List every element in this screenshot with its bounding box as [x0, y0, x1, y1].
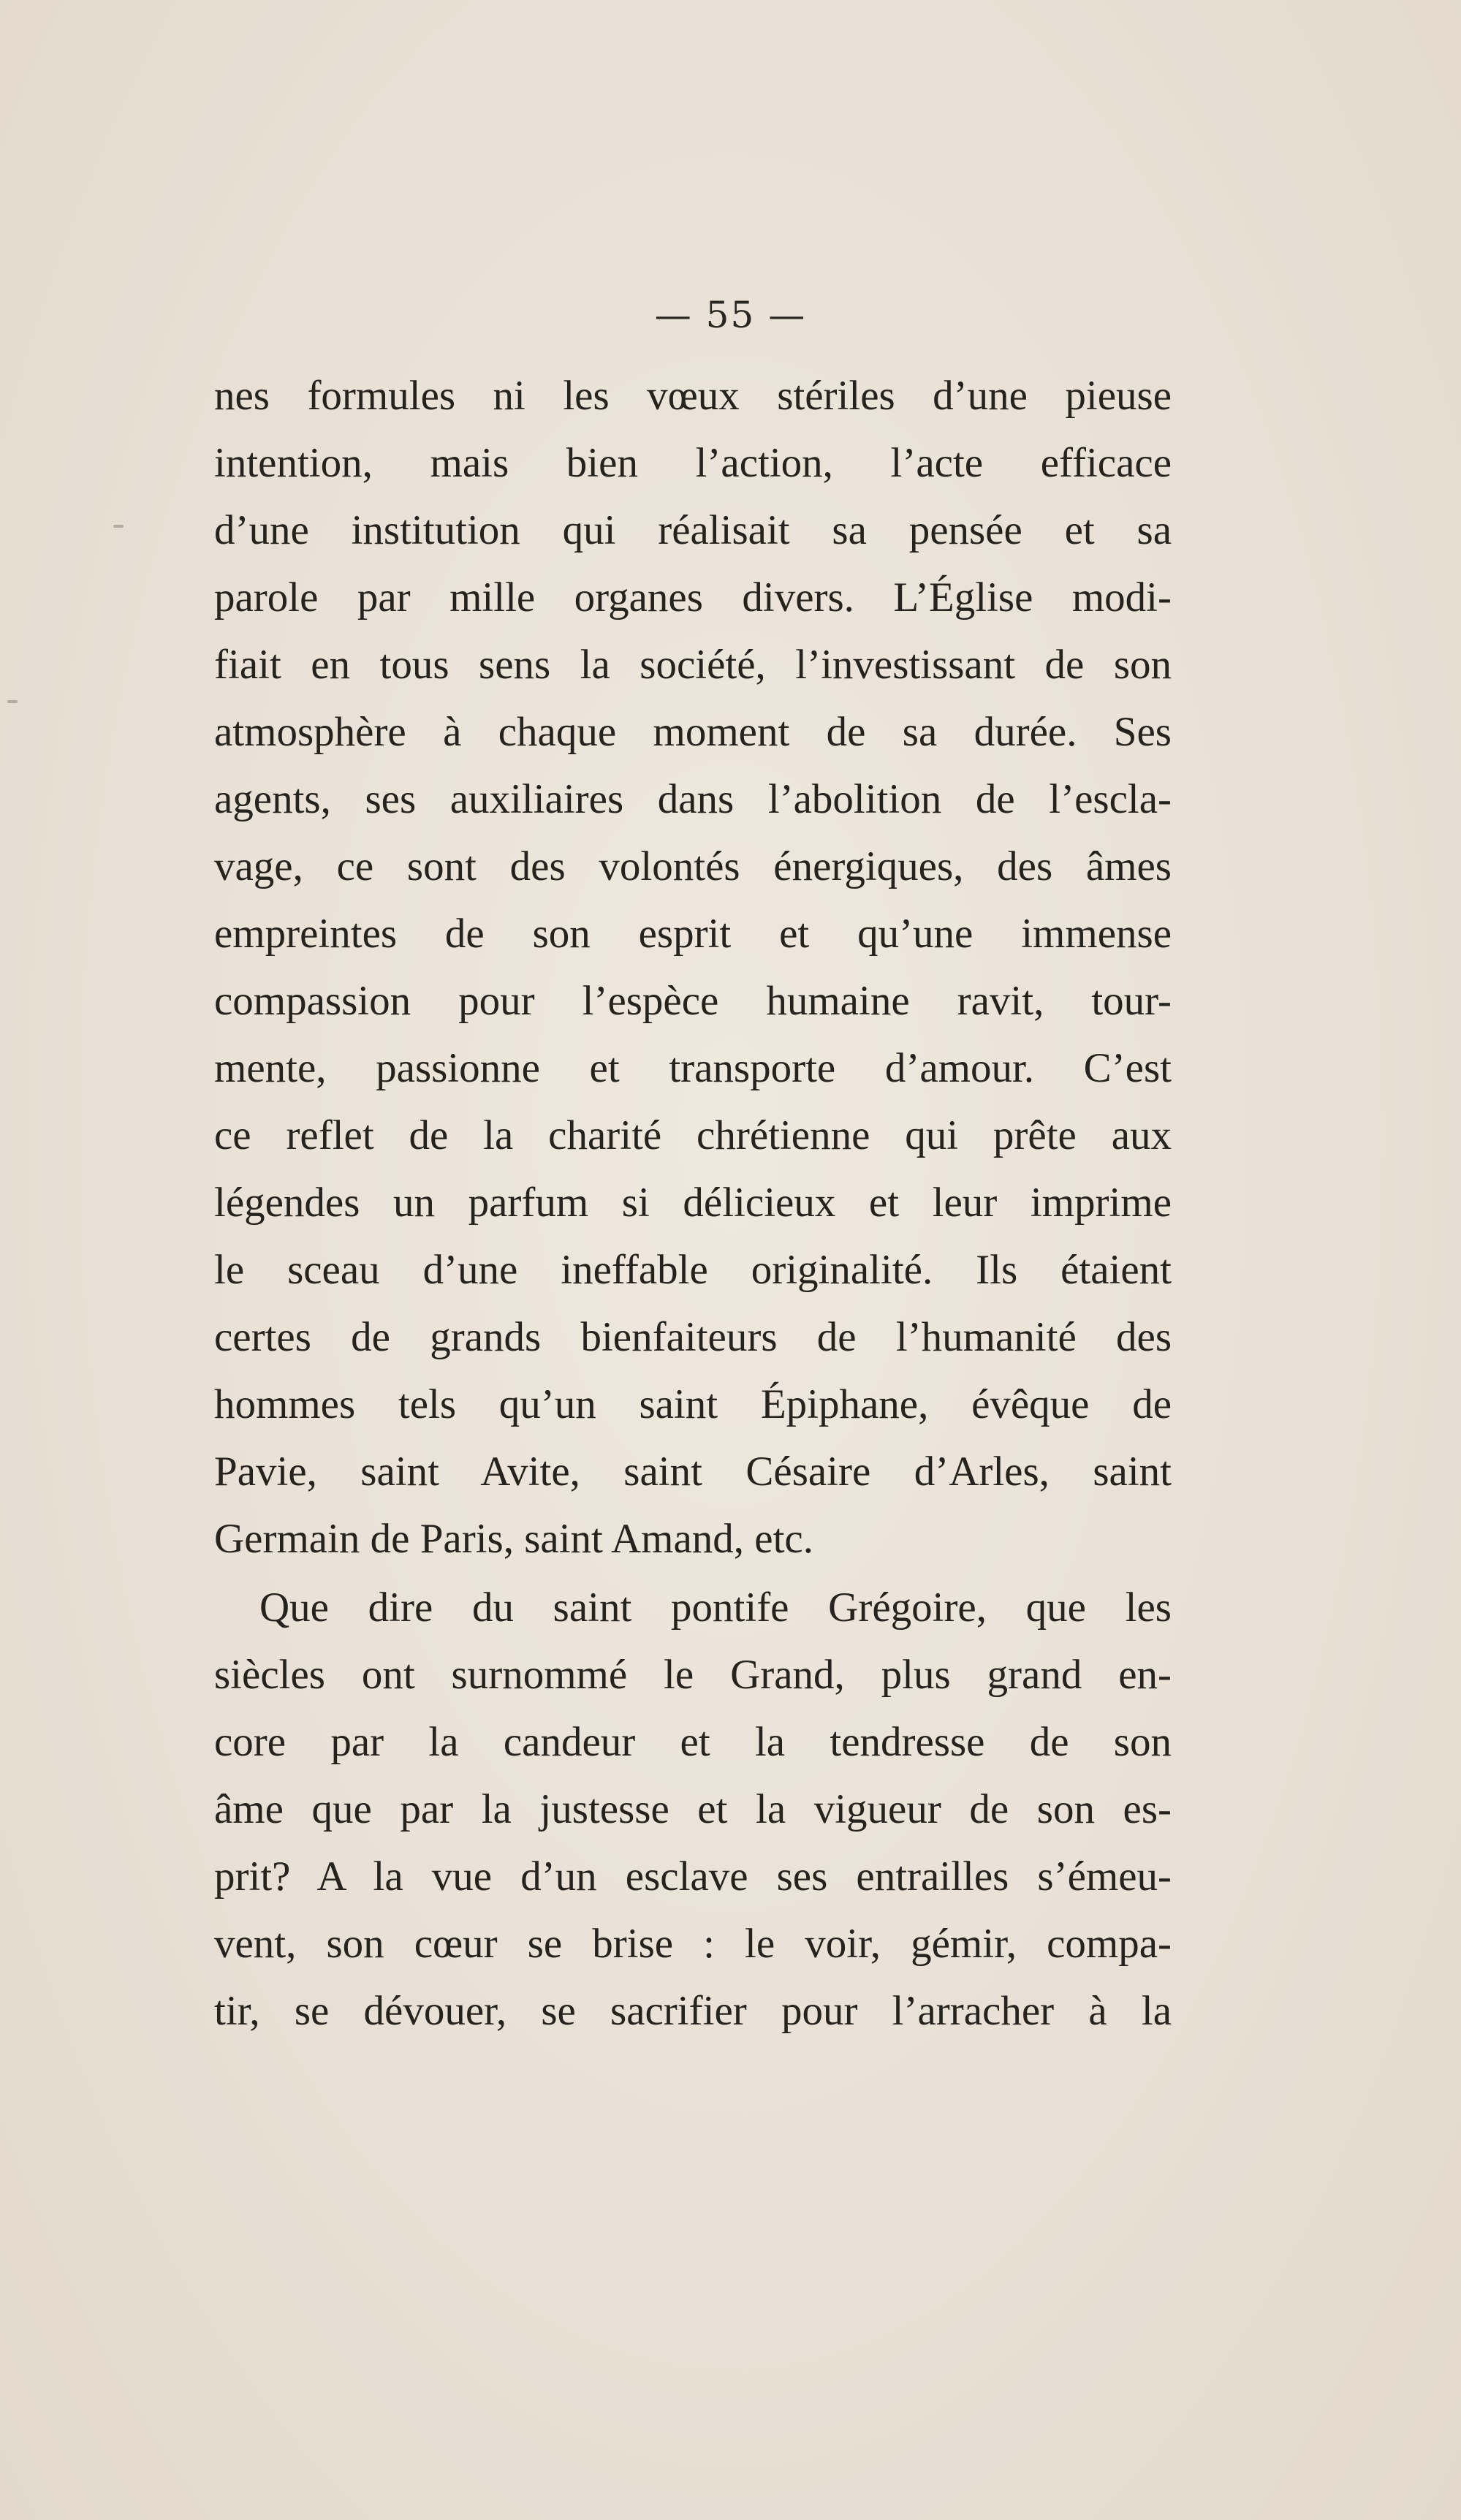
text-line: intention, mais bien l’action, l’acte efficace — [214, 440, 1172, 486]
text-line: Que dire du saint pontife Grégoire, que les — [259, 1585, 1172, 1631]
text-line: vent, son cœur se brise : le voir, gémir, compa- — [214, 1921, 1172, 1967]
text-line: mente, passionne et transporte d’amour. C’est — [214, 1045, 1172, 1091]
text-line: âme que par la justesse et la vigueur de son es- — [214, 1786, 1172, 1832]
text-line: ce reflet de la charité chrétienne qui prête aux — [214, 1112, 1172, 1158]
text-line: hommes tels qu’un saint Épiphane, évêque de — [214, 1381, 1172, 1427]
text-line: d’une institution qui réalisait sa pensée et sa — [214, 507, 1172, 553]
margin-mark — [7, 700, 18, 703]
paragraph — [214, 1574, 1172, 2045]
page-number: — 55 — — [654, 294, 807, 336]
text-line: Pavie, saint Avite, saint Césaire d’Arles, saint — [214, 1449, 1172, 1495]
text-line: tir, se dévouer, se sacrifier pour l’arracher à la — [214, 1988, 1172, 2034]
text-line: core par la candeur et la tendresse de son — [214, 1719, 1172, 1765]
text-line: empreintes de son esprit et qu’une immense — [214, 911, 1172, 957]
margin-mark — [113, 525, 124, 528]
text-line: certes de grands bienfaiteurs de l’humanité des — [214, 1314, 1172, 1360]
text-line: Germain de Paris, saint Amand, etc. — [214, 1516, 813, 1562]
text-line: siècles ont surnommé le Grand, plus grand en- — [214, 1652, 1172, 1698]
text-line: compassion pour l’espèce humaine ravit, tour- — [214, 978, 1172, 1024]
body-text — [214, 363, 1172, 2045]
text-line: atmosphère à chaque moment de sa durée. Ses — [214, 709, 1172, 755]
paragraph — [214, 363, 1172, 1573]
text-line: le sceau d’une ineffable originalité. Ils étaient — [214, 1247, 1172, 1293]
text-line: parole par mille organes divers. L’Église modi- — [214, 574, 1172, 620]
text-line: agents, ses auxiliaires dans l’abolition de l’escla- — [214, 776, 1172, 822]
text-line: vage, ce sont des volontés énergiques, des âmes — [214, 843, 1172, 889]
text-line: prit? A la vue d’un esclave ses entrailles s’émeu- — [214, 1853, 1172, 1900]
text-line: fiait en tous sens la société, l’investissant de son — [214, 642, 1172, 688]
text-line: légendes un parfum si délicieux et leur imprime — [214, 1180, 1172, 1226]
text-line: nes formules ni les vœux stériles d’une pieuse — [214, 373, 1172, 419]
